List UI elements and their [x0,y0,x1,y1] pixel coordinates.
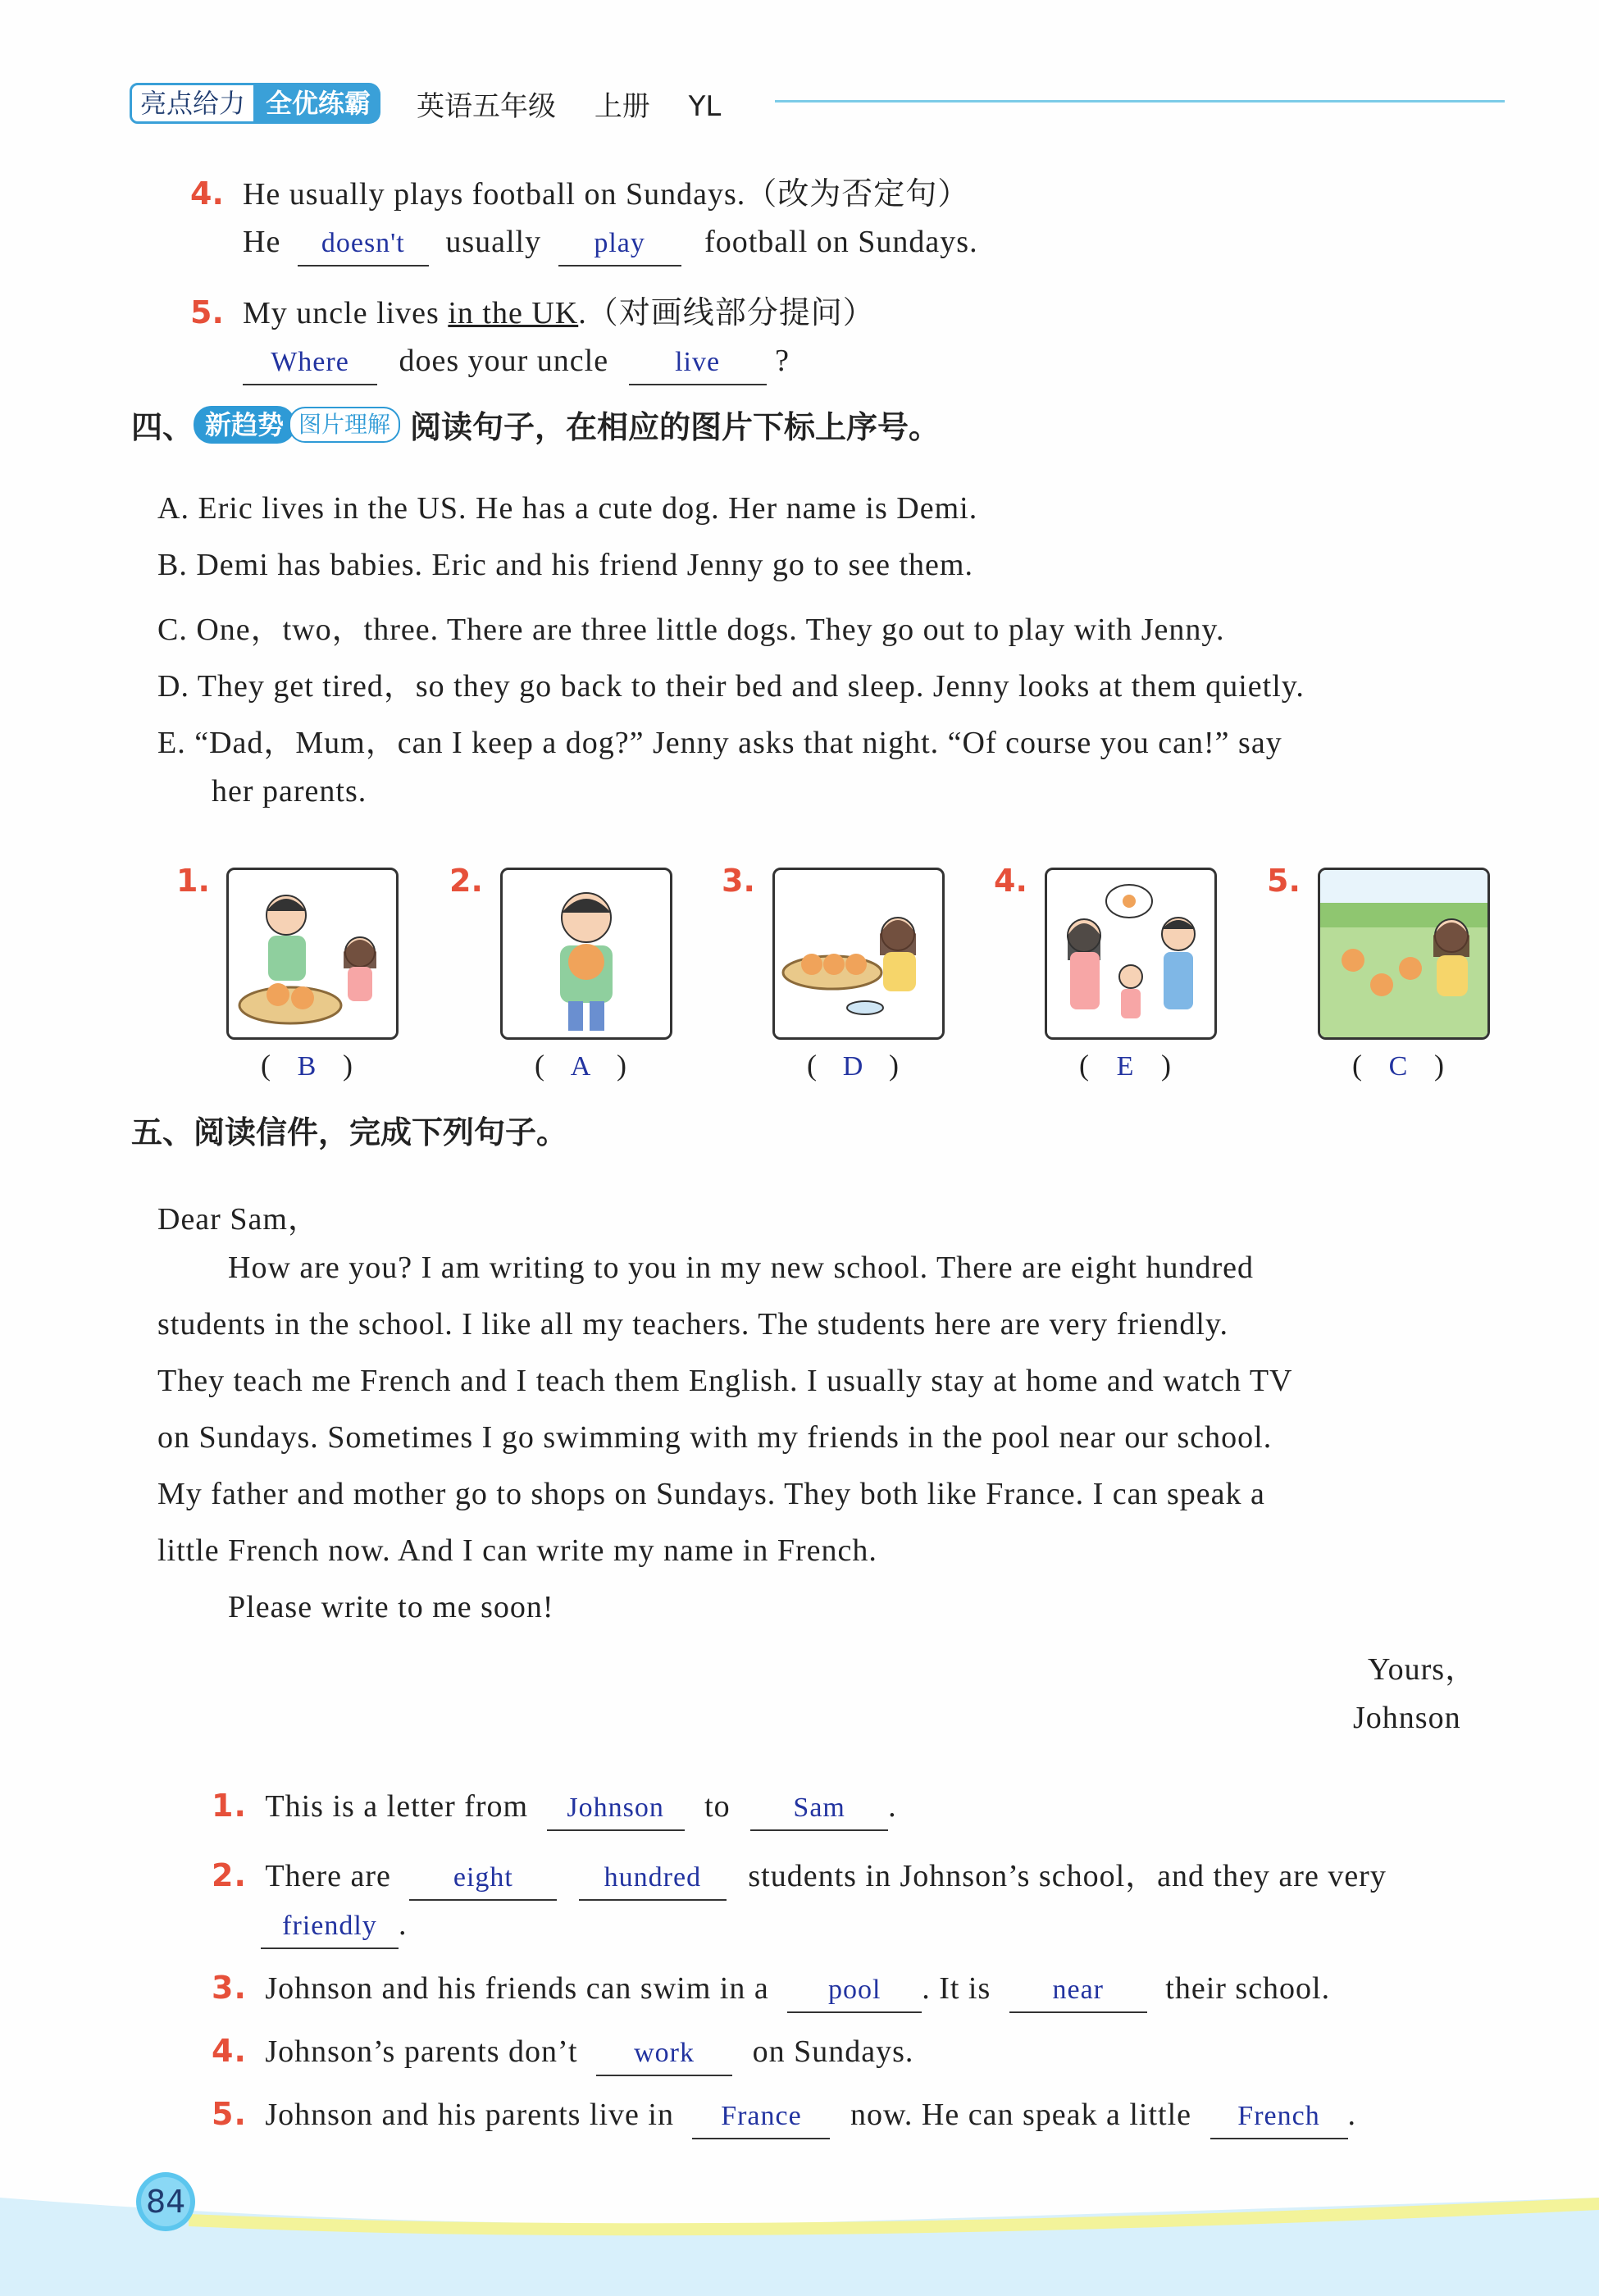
letter-line: little French now. And I can write my name in French. [157,1533,877,1568]
brand-name-b: 全优练霸 [256,83,380,124]
answer-blank[interactable]: Sam [750,1793,888,1831]
question-text: now. He can speak a little [850,2098,1192,2132]
answer-blank[interactable]: Where [243,348,377,385]
answer-letter[interactable]: B [297,1051,317,1082]
question-text: their school. [1165,1971,1331,2006]
question-instruction: .（对画线部分提问） [578,296,875,330]
answer-blank[interactable]: friendly [261,1911,399,1949]
letter-line: students in the school. I like all my teachers. The students here are very friendly. [157,1307,1228,1342]
question-text: Johnson and his parents live in [265,2098,674,2132]
subject-label: 英语五年级 [417,90,556,123]
picture-number: 4. [994,863,1027,899]
answer-blank[interactable]: Johnson [547,1793,685,1831]
letter-greeting: Dear Sam， [157,1202,320,1237]
letter-yours: Yours， [1368,1652,1478,1687]
answer-blank[interactable]: doesn't [298,229,429,266]
boy-with-dog-illustration [503,870,670,1037]
answer-letter[interactable]: D [842,1051,863,1082]
answer-blank[interactable]: hundred [579,1863,727,1901]
answer-blank[interactable]: pool [787,1975,922,2013]
answer-blank[interactable]: France [692,2102,830,2139]
picture-5 [1318,868,1490,1040]
sentence-e: E. “Dad，Mum，can I keep a dog?” Jenny asks that night. “Of course you can!” say [157,726,1282,760]
answer-letter[interactable]: C [1388,1051,1408,1082]
footer-wave [0,2165,1599,2296]
picture-number: 5. [1267,863,1301,899]
answer-slot-2: ( A ) [535,1049,626,1082]
question-text: students in Johnson’s school，and they are very [748,1859,1387,1893]
question-number: 5. [212,2096,247,2132]
text-usually: usually [445,225,542,259]
answer-slot-4: ( E ) [1079,1049,1171,1082]
answer-blank[interactable]: eight [409,1863,557,1901]
question-text: This is a letter from [265,1789,529,1824]
picture-number: 1. [176,863,210,899]
s5-q2-cont [261,1906,408,1949]
picture-number: 3. [722,863,755,899]
answer-blank[interactable]: near [1009,1975,1147,2013]
letter-signature: Johnson [1353,1701,1461,1735]
picture-4 [1045,868,1217,1040]
page-number: 84 [146,2184,186,2220]
s3-q5-answer-line [243,343,790,385]
question-text: on Sundays. [752,2034,914,2069]
letter-closing: Please write to me soon! [228,1590,554,1624]
answer-slot-5: ( C ) [1352,1049,1444,1082]
section-title: 阅读句子，在相应的图片下标上序号。 [410,409,941,445]
picture-number: 2. [449,863,483,899]
sentence-b: B. Demi has babies. Eric and his friend Jenny go to see them. [157,548,973,582]
header-divider [775,100,1505,102]
s5-q4 [212,2033,913,2076]
dogs-playing-illustration [1320,870,1487,1037]
sentence-e-cont: her parents. [212,774,367,809]
question-number: 4. [212,2033,247,2069]
edition-label: YL [688,90,722,123]
underlined-phrase: in the UK [448,296,579,330]
sleeping-puppies-illustration [775,870,942,1037]
brand-name-a: 亮点给力 [130,83,256,124]
section4-heading [131,402,940,447]
answer-letter[interactable]: A [570,1051,591,1082]
sentence-c: C. One，two，three. There are three little dogs. They go out to play with Jenny. [157,613,1225,647]
answer-slot-1: ( B ) [261,1049,353,1082]
s5-q5 [212,2096,1356,2139]
letter-line: on Sundays. Sometimes I go swimming with my friends in the pool near our school. [157,1420,1273,1455]
dog-babies-illustration [229,870,396,1037]
s5-q3 [212,1970,1330,2013]
tag-picture: 图片理解 [289,407,400,443]
picture-3 [772,868,945,1040]
picture-2 [500,868,672,1040]
answer-blank[interactable]: live [629,348,767,385]
answer-blank[interactable]: French [1210,2102,1348,2139]
s3-q4-answer-line [243,224,978,266]
question-number: 3. [212,1970,247,2006]
s5-q1 [212,1788,897,1831]
header-subject [417,84,721,124]
page-number-badge [133,2169,198,2234]
section-prefix: 四、 [131,409,194,445]
volume-label: 上册 [594,90,650,123]
question-text: . It is [922,1971,991,2006]
question-text: . [399,1907,408,1942]
tag-new-trend: 新趋势 [194,406,295,444]
answer-blank[interactable]: work [596,2039,732,2076]
text-end: football on Sundays. [704,225,978,259]
question-text: He usually plays football on Sundays.（改为否定句） [242,177,970,212]
question-text: . [888,1789,897,1824]
answer-slot-3: ( D ) [807,1049,899,1082]
s5-q2 [212,1850,1387,1901]
question-text: Johnson and his friends can swim in a [265,1971,769,2006]
question-text: . [1347,2098,1357,2132]
question-number: 2. [212,1857,247,1893]
question-text: to [704,1789,731,1824]
question-text: My uncle lives [242,296,449,330]
text-end: ? [775,344,790,378]
brand-logo [130,82,380,125]
sentence-d: D. They get tired，so they go back to their bed and sleep. Jenny looks at them quietly. [157,669,1305,704]
answer-blank[interactable]: play [558,229,681,266]
answer-letter[interactable]: E [1116,1051,1134,1082]
question-text: There are [265,1859,391,1893]
picture-1 [226,868,399,1040]
s3-q4-prompt [190,168,969,213]
question-number: 5. [190,294,224,330]
text-he: He [243,225,281,259]
sentence-a: A. Eric lives in the US. He has a cute dog. Her name is Demi. [157,491,978,526]
section5-title: 五、阅读信件，完成下列句子。 [131,1114,568,1150]
question-number: 1. [212,1788,247,1824]
question-number: 4. [190,175,224,212]
family-asking-illustration [1047,870,1214,1037]
text-mid: does your uncle [399,344,609,378]
s3-q5-prompt [190,287,875,332]
letter-line: My father and mother go to shops on Sundays. They both like France. I can speak a [157,1477,1265,1511]
letter-line: How are you? I am writing to you in my new school. There are eight hundred [228,1250,1254,1285]
question-text: Johnson’s parents don’t [265,2034,578,2069]
letter-line: They teach me French and I teach them English. I usually stay at home and watch TV [157,1364,1293,1398]
